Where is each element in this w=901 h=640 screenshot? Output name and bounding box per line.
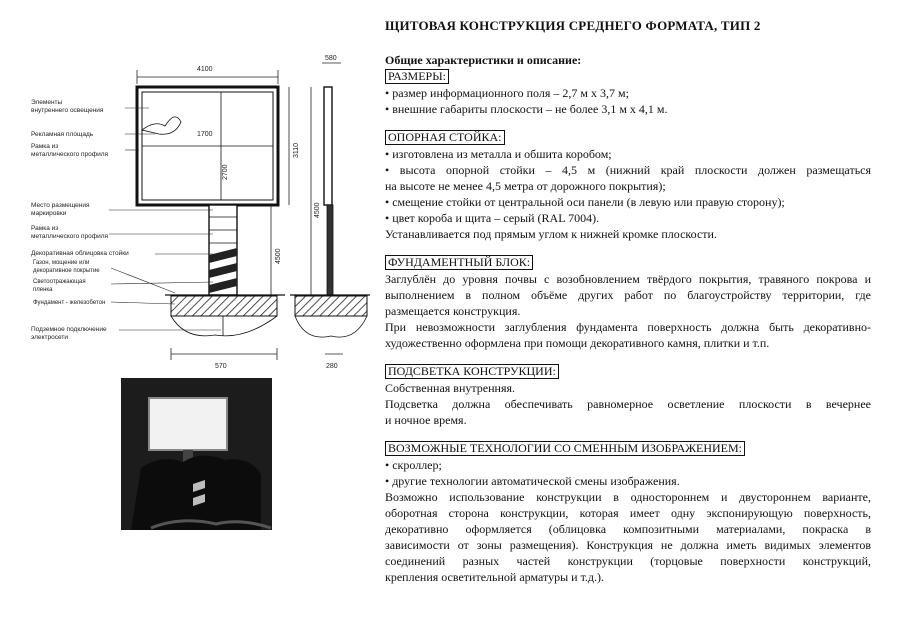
label-lighting-1: Элементы — [31, 99, 63, 106]
label-lawn-1: Газон, мощение или — [33, 260, 90, 266]
paragraph-line: художественно оформлена при помощи декоративного камня, плитки и т.п. — [385, 336, 770, 350]
label-lawn-2: декоративное покрытие — [33, 268, 100, 274]
list-item: • размер информационного поля – 2,7 м х 3,7 м; — [385, 85, 871, 101]
list-item: • скроллер; — [385, 457, 871, 473]
label-marking-1: Место размещения — [31, 202, 90, 209]
label-frame-1b: металлического профиля — [31, 151, 109, 158]
section-lighting — [385, 363, 871, 428]
label-power-2: электросети — [31, 334, 68, 341]
label-lighting-2: внутреннего освещения — [31, 107, 104, 114]
paragraph-line: При невозможности заглубления фундамента поверхность должна быть декоративно- — [385, 320, 871, 334]
dim-field-h: 2700 — [222, 164, 229, 180]
section-heading-foundation: ФУНДАМЕНТНЫЙ БЛОК: — [385, 255, 533, 270]
label-frame-2b: металлического профиля — [31, 233, 109, 240]
paragraph-line: Подсветка должна обеспечивать равномерное осветление плоскости в вечернее — [385, 397, 871, 411]
paragraph-line: Устанавливается под прямым углом к нижней кромке плоскости. — [385, 227, 717, 241]
label-frame-1: Рамка из — [31, 143, 59, 150]
label-cladding: Декоративная облицовка стойки — [31, 250, 129, 257]
dim-panel-h: 3110 — [293, 142, 300, 158]
label-reflective-1: Светоотражающая — [33, 279, 86, 285]
section-heading-technologies: ВОЗМОЖНЫЕ ТЕХНОЛОГИИ СО СМЕННЫМ ИЗОБРАЖЕНИЕМ: — [385, 441, 745, 456]
paragraph-line: крепления осветительной арматуры и т.д.). — [385, 570, 605, 584]
section-heading-lighting: ПОДСВЕТКА КОНСТРУКЦИИ: — [385, 364, 559, 379]
dim-depth: 580 — [325, 55, 337, 62]
dim-field: 1700 — [197, 131, 213, 138]
technical-drawing — [25, 50, 375, 380]
label-frame-2: Рамка из — [31, 225, 59, 232]
description-column — [385, 18, 871, 597]
billboard-photo — [121, 378, 272, 530]
list-item: • высота опорной стойки – 4,5 м (нижний край плоскости должен размещаться — [385, 162, 871, 178]
label-power-1: Подземное подключение — [31, 326, 107, 333]
paragraph-line: оборотная сторона конструкции, которая имеет одну экспонирующую поверхность, — [385, 506, 871, 520]
dim-pole-b: 4500 — [314, 202, 321, 218]
paragraph-line: Возможно использование конструкции в одностороннем и двустороннем варианте, — [385, 490, 871, 504]
paragraph-line: выполнением в полном объёме других работ по благоустройству территории, где — [385, 288, 871, 302]
section-technologies — [385, 440, 871, 585]
page-title: ЩИТОВАЯ КОНСТРУКЦИЯ СРЕДНЕГО ФОРМАТА, ТИП 2 — [385, 18, 761, 33]
paragraph-line: декоративно оформляется (облицовка композитными материалами, покраска в — [385, 522, 871, 536]
list-item: • смещение стойки от центральной оси панели (в левую или правую сторону); — [385, 194, 871, 210]
section-support-post — [385, 129, 871, 242]
dim-width: 4100 — [197, 66, 213, 73]
list-item: • изготовлена из металла и обшита коробом; — [385, 146, 871, 162]
label-marking-2: маркировки — [31, 210, 67, 217]
subtitle: Общие характеристики и описание: — [385, 53, 582, 67]
list-item: • цвет короба и щита – серый (RAL 7004). — [385, 210, 871, 226]
paragraph-line: Заглублён до уровня почвы с возобновлением твёрдого покрытия, травяного покрова и — [385, 272, 871, 286]
paragraph-line: размещается конструкция. — [385, 304, 521, 318]
list-item: • внешние габариты плоскости – не более 3,1 м х 4,1 м. — [385, 101, 871, 117]
section-heading-support-post: ОПОРНАЯ СТОЙКА: — [385, 130, 505, 145]
paragraph-line: соединений разных частей конструкции (торцовые поверхности конструкций, — [385, 554, 871, 568]
dim-base: 570 — [215, 363, 227, 370]
section-heading-sizes: РАЗМЕРЫ: — [385, 69, 449, 84]
label-reflective-2: пленка — [33, 287, 53, 293]
section-foundation — [385, 254, 871, 351]
paragraph-line: и ночное время. — [385, 413, 467, 427]
section-sizes — [385, 68, 871, 117]
dim-pole: 4500 — [275, 248, 282, 264]
dim-base-side: 280 — [326, 363, 338, 370]
paragraph-line: на высоте не менее 4,5 метра от дорожного покрытия); — [385, 179, 666, 193]
list-item: • другие технологии автоматической смены изображения. — [385, 473, 871, 489]
paragraph-line: Собственная внутренняя. — [385, 381, 515, 395]
paragraph-line: зависимости от зоны размещения). Конструкция не должна иметь видимых элементов — [385, 538, 871, 552]
label-ad-area: Рекламная площадь — [31, 131, 94, 138]
label-foundation: Фундамент - железобетон — [33, 300, 106, 306]
